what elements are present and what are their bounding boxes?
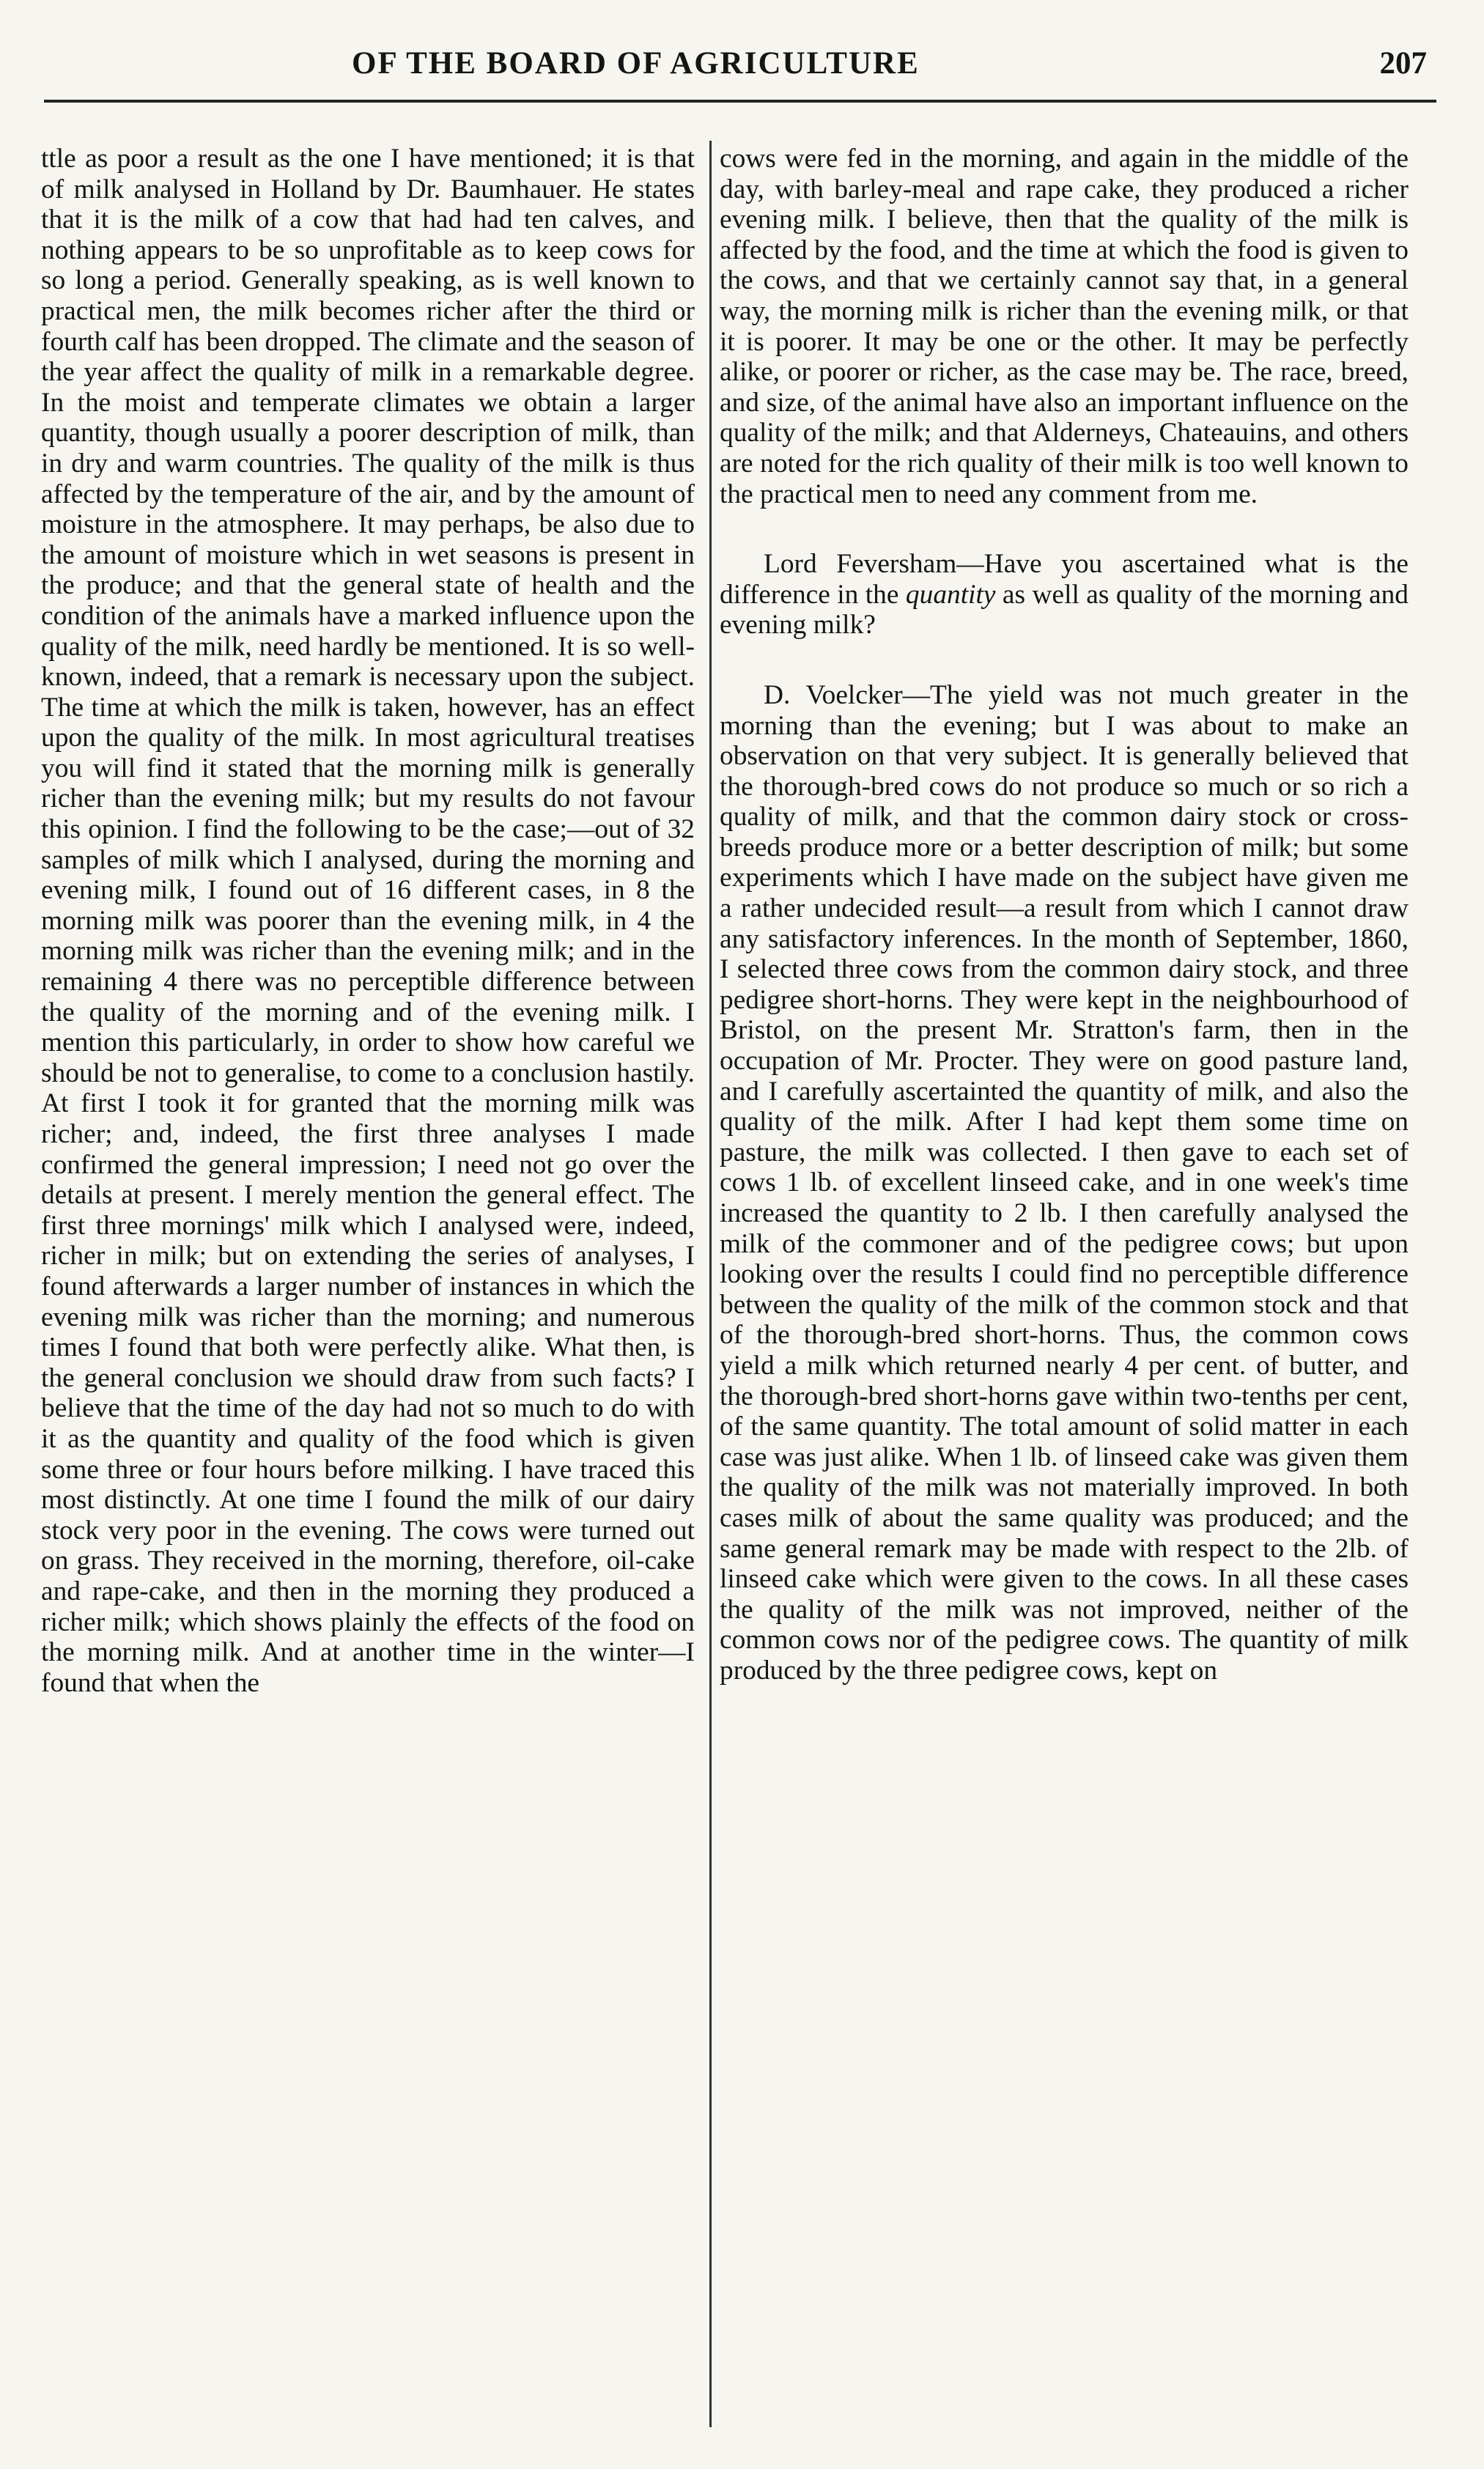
right-column [720,144,1409,1686]
column-divider [709,141,712,2427]
question-tail: as well as quality of the morning and evening milk? [720,579,1409,641]
left-column-paragraph: ttle as poor a result as the one I have mentioned; it is that of milk analysed in Holland by Dr. Baumhauer. He states that it is the milk of a cow that had had ten calves, and nothing appears to be so unprofitable as to keep cows for so long a period. Generally speaking, as is well known to practical men, the milk becomes richer after the third or fourth calf has been dropped. The climate and the season of the year affect the quality of milk in a remarkable degree. In the moist and temperate climates we obtain a larger quantity, though usually a poorer description of milk, than in dry and warm countries. The quality of the milk is thus affected by the temperature of the air, and by the amount of moisture in the atmosphere. It may perhaps, be also due to the amount of moisture which in wet seasons is present in the produce; and that the general state of health and the condition of the animals have a marked influence upon the quality of the milk, need hardly be mentioned. It is so well-known, indeed, that a remark is necessary upon the subject. The time at which the milk is taken, however, has an effect upon the quality of the milk. In most agricultural treatises you will find it stated that the morning milk is generally richer than the evening milk; but my results do not favour this opinion. I find the following to be the case;—out of 32 samples of milk which I analysed, during the morning and evening milk, I found out of 16 different cases, in 8 the morning milk was poorer than the evening milk, in 4 the morning milk was richer than the evening milk; and in the remaining 4 there was no perceptible difference between the quality of the morning and of the evening milk. I mention this particularly, in order to show how careful we should be not to generalise, to come to a conclusion hastily. At first I took it for granted that the morning milk was richer; and, indeed, the first three analyses I made confirmed the general impression; I need not go over the details at present. I merely mention the general effect. The first three mornings' milk which I analysed were, indeed, richer in milk; but on extending the series of analyses, I found afterwards a larger number of instances in which the evening milk was richer than the morning; and numerous times I found that both were perfectly alike. What then, is the general conclusion we should draw from such facts? I believe that the time of the day had not so much to do with it as the quantity and quality of the food which is given some three or four hours before milking. I have traced this most distinctly. At one time I found the milk of our dairy stock very poor in the evening. The cows were turned out on grass. They received in the morning, therefore, oil-cake and rape-cake, and then in the morning they produced a richer milk; which shows plainly the effects of the food on the morning milk. And at another time in the winter—I found that when the [41,144,695,1698]
question-emphasis: quantity [905,579,996,610]
right-column-continuation: cows were fed in the morning, and again in the middle of the day, with barley-meal and rape cake, they produced a richer evening milk. I believe, then that the quality of the milk is affected by the food, and the time at which the food is given to the cows, and that we certainly cannot say that, in a general way, the morning milk is richer than the evening milk, or that it is poorer. It may be one or the other. It may be perfectly alike, or poorer or richer, as the case may be. The race, breed, and size, of the animal have also an important influence on the quality of the milk; and that Alderneys, Chateauins, and others are noted for the rich quality of their milk is too well known to the practical men to need any comment from me. [720,144,1409,509]
left-column [41,144,695,1698]
question-lead: Lord Feversham—Have you ascertained what is the difference in the [720,549,1409,610]
running-head [0,45,1484,89]
header-rule [44,100,1436,103]
page-number: 207 [1379,46,1427,81]
question-paragraph [720,549,1409,641]
running-title: OF THE BOARD OF AGRICULTURE [352,46,920,81]
answer-paragraph: D. Voelcker—The yield was not much greater in the morning than the evening; but I was about to make an observation on that very subject. It is generally believed that the thorough-bred cows do not produce so much or so rich a quality of milk, and that the common dairy stock or cross-breeds produce more or a better description of milk; but some experiments which I have made on the subject have given me a rather undecided result—a result from which I cannot draw any satisfactory inferences. In the month of September, 1860, I selected three cows from the common dairy stock, and three pedigree short-horns. They were kept in the neighbourhood of Bristol, on the present Mr. Stratton's farm, then in the occupation of Mr. Procter. They were on good pasture land, and I carefully ascertainted the quantity of milk, and also the quality of the milk. After I had kept them some time on pasture, the milk was collected. I then gave to each set of cows 1 lb. of excellent linseed cake, and in one week's time increased the quantity to 2 lb. I then carefully analysed the milk of the commoner and of the pedigree cows; but upon looking over the results I could find no perceptible difference between the quality of the milk of the common stock and that of the thorough-bred short-horns. Thus, the common cows yield a milk which returned nearly 4 per cent. of butter, and the thorough-bred short-horns gave within two-tenths per cent, of the same quantity. The total amount of solid matter in each case was just alike. When 1 lb. of linseed cake was given them the quality of the milk was not materially improved. In both cases milk of about the same quality was produced; and the same general remark may be made with respect to the 2lb. of linseed cake which were given to the cows. In all these cases the quality of the milk was not improved, neither of the common cows nor of the pedigree cows. The quantity of milk produced by the three pedigree cows, kept on [720,679,1409,1686]
